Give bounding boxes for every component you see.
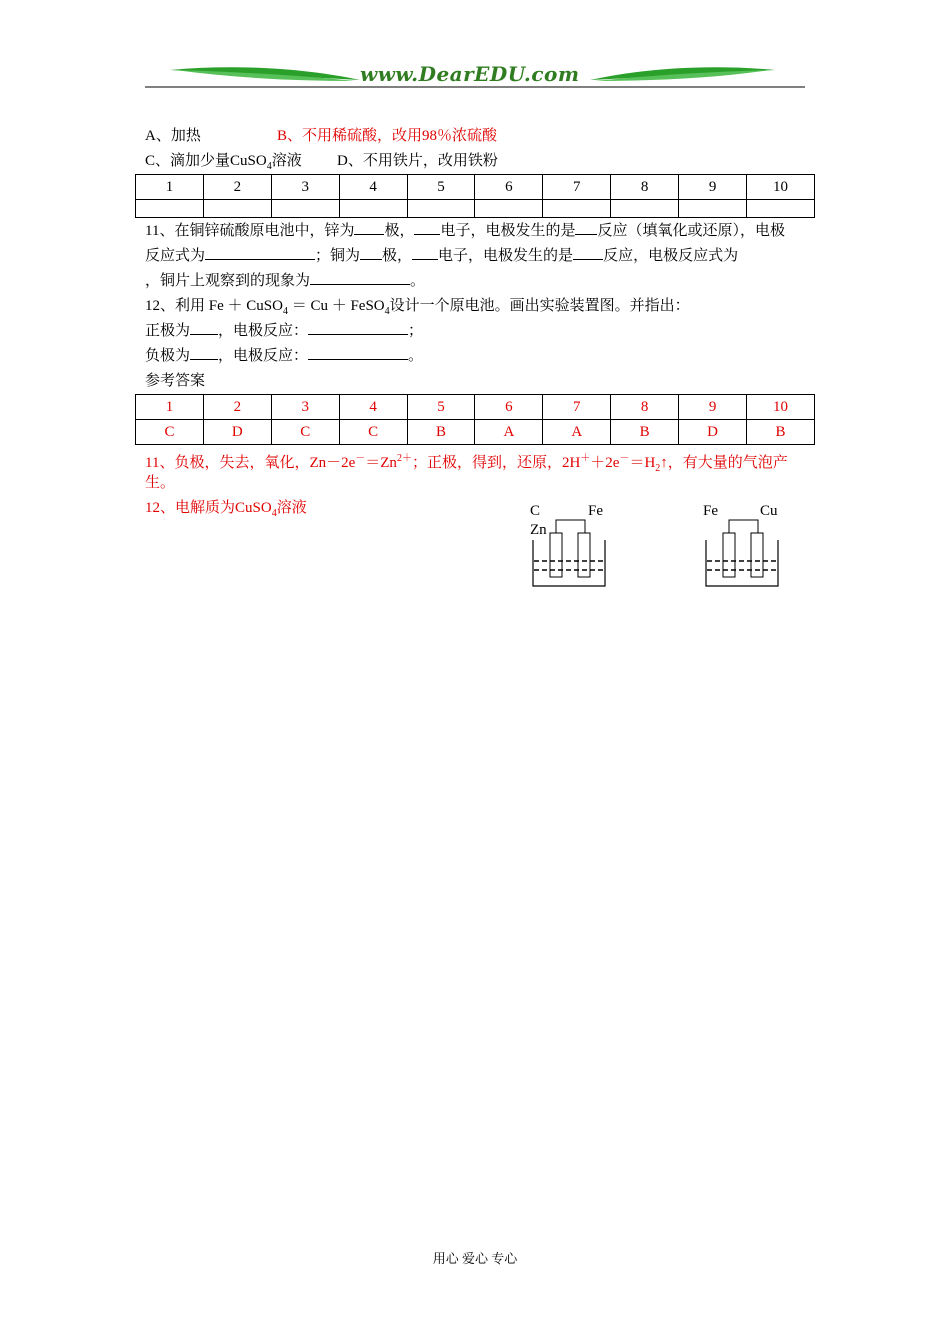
cell-diagram-2 xyxy=(701,500,791,590)
table-cell: 7 xyxy=(543,175,611,200)
table-cell: 9 xyxy=(679,175,747,200)
q12-positive-line xyxy=(145,319,423,344)
fill-blank[interactable] xyxy=(310,269,410,285)
answer-blank-cell[interactable] xyxy=(747,200,815,218)
table-row xyxy=(136,420,815,445)
a11-text: ↑，有大量的气泡产 xyxy=(660,455,788,471)
answer-blank-cell[interactable] xyxy=(407,200,475,218)
page-footer: 用心 爱心 专心 xyxy=(432,1251,518,1266)
table-cell: 4 xyxy=(339,395,407,420)
beaker-graphic xyxy=(528,500,618,590)
q11-line3 xyxy=(145,269,425,294)
q11-text: 反应，电极反应式为 xyxy=(603,248,739,264)
table-cell: A xyxy=(543,420,611,445)
table-cell: A xyxy=(475,420,543,445)
q11-text: 反应式为 xyxy=(145,248,206,264)
answer-key-table xyxy=(135,394,815,445)
table-cell: C xyxy=(339,420,407,445)
q11-text: ；铜为 xyxy=(315,248,361,264)
answer-11-line1 xyxy=(145,446,788,481)
fill-blank[interactable] xyxy=(575,219,597,235)
table-cell: B xyxy=(747,420,815,445)
answer-blank-cell[interactable] xyxy=(679,200,747,218)
a12-text: 溶液 xyxy=(276,500,307,516)
header-logo xyxy=(145,62,805,90)
table-cell: B xyxy=(611,420,679,445)
fill-blank[interactable] xyxy=(190,344,218,360)
beaker-graphic xyxy=(701,500,791,590)
answer-12 xyxy=(145,496,307,526)
table-row xyxy=(136,200,815,218)
q11-text: 极， xyxy=(382,248,413,264)
fill-blank[interactable] xyxy=(573,244,603,260)
table-cell: 6 xyxy=(475,395,543,420)
q11-text: 极， xyxy=(384,223,415,239)
electrode-label-right: Fe xyxy=(588,503,603,519)
fill-blank[interactable] xyxy=(412,244,438,260)
q12-text: ，电极反应： xyxy=(218,323,309,339)
table-cell: 3 xyxy=(271,175,339,200)
option-c-text: C、滴加少量CuSO xyxy=(145,153,267,169)
table-cell: 6 xyxy=(475,175,543,200)
table-cell: D xyxy=(203,420,271,445)
q11-line2 xyxy=(145,244,738,269)
table-cell: 1 xyxy=(136,175,204,200)
a11-sup: ＋ xyxy=(580,453,591,464)
site-name: www.DearEDU.com xyxy=(360,62,580,86)
q11-text: 。 xyxy=(410,273,426,289)
table-cell: 5 xyxy=(407,395,475,420)
fill-blank[interactable] xyxy=(414,219,440,235)
q12-sub: 4 xyxy=(282,306,288,317)
q12-text: 设计一个原电池。画出实验装置图。并指出： xyxy=(389,298,690,314)
fill-blank[interactable] xyxy=(360,244,382,260)
table-row xyxy=(136,175,815,200)
table-cell: 8 xyxy=(611,395,679,420)
answer-blank-cell[interactable] xyxy=(339,200,407,218)
q12-text: 12、利用 Fe ＋ CuSO xyxy=(145,298,283,314)
a11-text: 11、负极，失去，氧化，Zn－2e xyxy=(145,455,356,471)
fill-blank[interactable] xyxy=(354,219,384,235)
q12-sub: 4 xyxy=(384,306,390,317)
fill-blank[interactable] xyxy=(308,344,408,360)
q12-text: 。 xyxy=(408,348,424,364)
fill-blank[interactable] xyxy=(190,319,218,335)
a11-text: ＋2e xyxy=(590,455,620,471)
table-cell: 10 xyxy=(747,395,815,420)
answer-blank-cell[interactable] xyxy=(611,200,679,218)
answer-blank-cell[interactable] xyxy=(543,200,611,218)
fill-blank[interactable] xyxy=(308,319,408,335)
answers-title: 参考答案 xyxy=(145,373,206,389)
a12-sub: 4 xyxy=(271,508,277,519)
fill-blank[interactable] xyxy=(205,244,315,260)
table-cell: 5 xyxy=(407,175,475,200)
a11-sup: － xyxy=(355,453,366,464)
a11-text: ＝Zn xyxy=(365,455,397,471)
a11-text: ；正极，得到，还原，2H xyxy=(411,455,581,471)
option-a: A、加热 xyxy=(145,128,201,144)
a11-sup: 2＋ xyxy=(396,453,412,464)
cell-diagram-1 xyxy=(528,500,618,590)
q11-text: 电子，电极发生的是 xyxy=(440,223,576,239)
q11-text: 反应（填氧化或还原），电极 xyxy=(597,223,785,239)
answer-blank-cell[interactable] xyxy=(203,200,271,218)
table-cell: B xyxy=(407,420,475,445)
electrode-label-right: Cu xyxy=(760,503,778,519)
table-cell: 1 xyxy=(136,395,204,420)
table-cell: 8 xyxy=(611,175,679,200)
table-cell: C xyxy=(271,420,339,445)
q12-text: 正极为 xyxy=(145,323,191,339)
table-cell: 10 xyxy=(747,175,815,200)
option-c-sub: 4 xyxy=(266,161,272,172)
q12-text: ＝ Cu ＋ FeSO xyxy=(287,298,385,314)
answer-blank-cell[interactable] xyxy=(475,200,543,218)
table-cell: 7 xyxy=(543,395,611,420)
a12-text: 12、电解质为CuSO xyxy=(145,500,272,516)
electrode-label-left: C xyxy=(530,503,541,519)
a11-sub: 2 xyxy=(655,463,661,474)
answer-11-line2: 生。 xyxy=(145,475,176,491)
table-cell: 2 xyxy=(203,175,271,200)
q12-text: ，电极反应： xyxy=(218,348,309,364)
q11-text: ，铜片上观察到的现象为 xyxy=(145,273,311,289)
a11-text: ＝H xyxy=(629,455,656,471)
question-answer-table xyxy=(135,174,815,218)
answer-blank-cell[interactable] xyxy=(136,200,204,218)
table-cell: C xyxy=(136,420,204,445)
electrode-label-extra: Zn xyxy=(530,522,547,538)
table-row xyxy=(136,395,815,420)
q11-text: 电子，电极发生的是 xyxy=(438,248,574,264)
table-cell: D xyxy=(679,420,747,445)
q12-text: ； xyxy=(408,323,424,339)
electrode-label-left: Fe xyxy=(703,503,718,519)
option-b: B、不用稀硫酸，改用98％浓硫酸 xyxy=(277,128,498,144)
q11-line1 xyxy=(145,219,785,244)
table-cell: 2 xyxy=(203,395,271,420)
q12-text: 负极为 xyxy=(145,348,191,364)
q12-negative-line xyxy=(145,344,423,369)
q11-text: 11、在铜锌硫酸原电池中，锌为 xyxy=(145,223,355,239)
option-d: D、不用铁片，改用铁粉 xyxy=(337,153,498,169)
table-cell: 9 xyxy=(679,395,747,420)
answer-blank-cell[interactable] xyxy=(271,200,339,218)
table-cell: 4 xyxy=(339,175,407,200)
option-c-post: 溶液 xyxy=(271,153,302,169)
table-cell: 3 xyxy=(271,395,339,420)
a11-sup: － xyxy=(619,453,630,464)
